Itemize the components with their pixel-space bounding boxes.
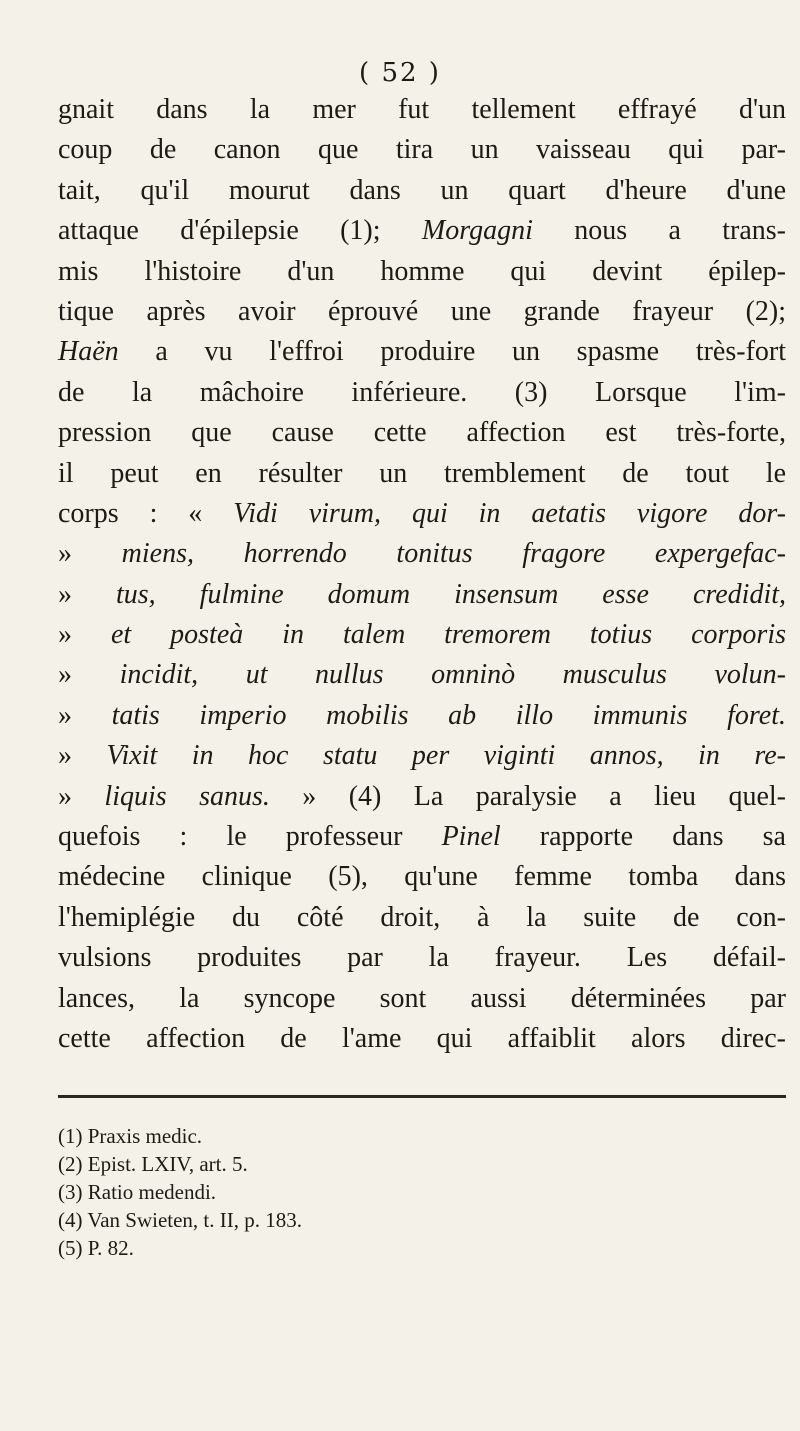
quote-line: corps : « Vidi virum, qui in aetatis vigore dor-	[58, 497, 787, 529]
footnote: (4) Van Swieten, t. II, p. 183.	[58, 1208, 302, 1232]
text-line: Haën a vu l'effroi produire un spasme très-fort	[58, 336, 786, 368]
text-line: l'hemiplégie du côté droit, à la suite de con-	[58, 901, 786, 933]
text-line: attaque d'épilepsie (1); Morgagni nous a trans-	[58, 215, 786, 247]
quote-line: » et posteà in talem tremorem totius corporis	[58, 619, 786, 651]
text-line: il peut en résulter un tremblement de tout le	[58, 457, 786, 489]
text-line: tique après avoir éprouvé une grande frayeur (2);	[58, 295, 786, 327]
text-line: vulsions produites par la frayeur. Les défail-	[58, 942, 786, 974]
quote-line: » tus, fulmine domum insensum esse credidit,	[58, 578, 786, 610]
text-line: gnait dans la mer fut tellement effrayé d'un	[58, 94, 786, 125]
quote-line: » incidit, ut nullus omninò musculus volun-	[58, 659, 786, 691]
body-text	[58, 90, 786, 1059]
footnote: (2) Epist. LXIV, art. 5.	[58, 1152, 248, 1176]
quote-line: » miens, horrendo tonitus fragore expergefac-	[58, 538, 786, 570]
footnote: (1) Praxis medic.	[58, 1124, 203, 1148]
text-line: coup de canon que tira un vaisseau qui par-	[58, 134, 786, 166]
footnotes	[58, 1122, 758, 1262]
footnote: (3) Ratio medendi.	[58, 1180, 217, 1204]
text-line: pression que cause cette affection est très-forte,	[58, 417, 786, 449]
footnote: (5) P. 82.	[58, 1236, 134, 1260]
text-line: mis l'histoire d'un homme qui devint épilep-	[58, 255, 786, 287]
quote-line: » tatis imperio mobilis ab illo immunis foret.	[58, 699, 787, 731]
quote-line: » Vixit in hoc statu per viginti annos, in re-	[58, 740, 787, 772]
text-line: de la mâchoire inférieure. (3) Lorsque l'im-	[58, 376, 786, 408]
quote-line: » liquis sanus. » (4) La paralysie a lieu quel-	[58, 780, 787, 812]
text-line: cette affection de l'ame qui affaiblit alors direc-	[58, 1022, 786, 1054]
footnote-rule	[58, 1095, 786, 1098]
text-line: quefois : le professeur Pinel rapporte dans sa	[58, 821, 786, 853]
text-line: lances, la syncope sont aussi déterminées par	[58, 982, 786, 1014]
page-number: ( 52 )	[359, 58, 441, 88]
text-line: médecine clinique (5), qu'une femme tomba dans	[58, 861, 786, 893]
text-line: tait, qu'il mourut dans un quart d'heure d'une	[58, 174, 786, 206]
